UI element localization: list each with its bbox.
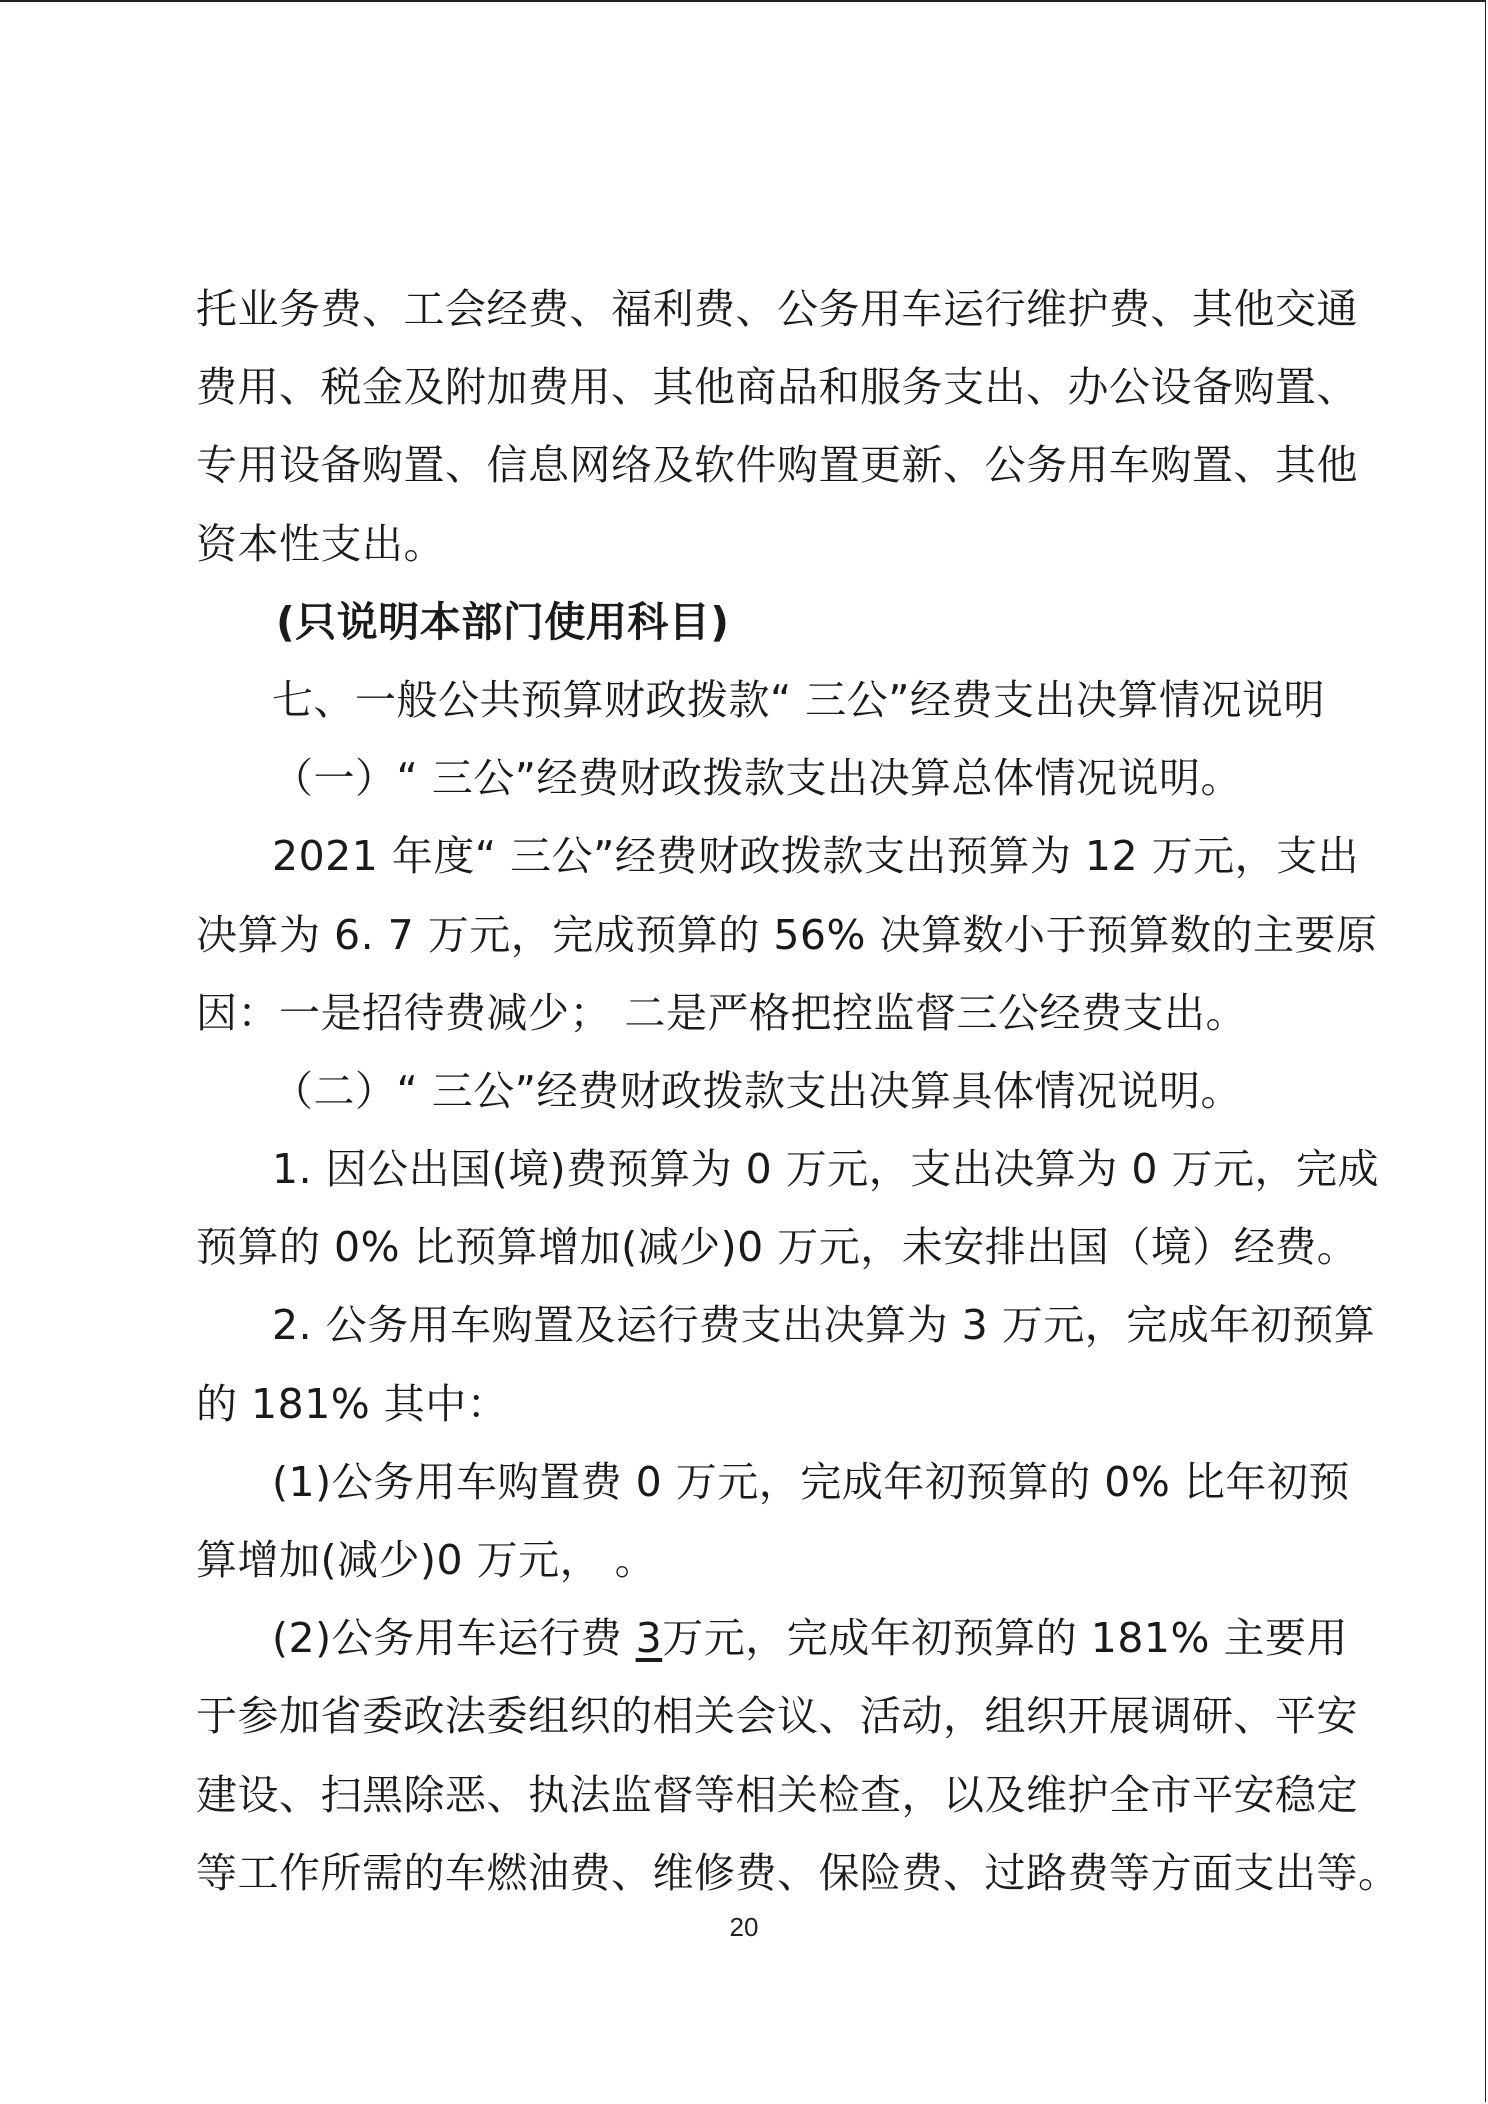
text-line: 于参加省委政法委组织的相关会议、活动，组织开展调研、平安 bbox=[196, 1692, 1358, 1741]
text-line: 2021 年度“ 三公”经费财政拨款支出预算为 12 万元，支出 bbox=[272, 832, 1360, 881]
text-line: (1)公务用车购置费 0 万元，完成年初预算的 0% 比年初预 bbox=[272, 1457, 1350, 1506]
text-line: 因：一是招待费减少； 二是严格把控监督三公经费支出。 bbox=[196, 988, 1248, 1037]
text-line: 算增加(减少)0 万元， 。 bbox=[196, 1536, 657, 1584]
text-line: 预算的 0% 比预算增加(减少)0 万元，未安排出国（境）经费。 bbox=[196, 1223, 1359, 1272]
text-segment: 万元，完成年初预算的 181% 主要用 bbox=[662, 1614, 1348, 1663]
page-number: 20 bbox=[729, 1912, 759, 1942]
paragraph-official-vehicles bbox=[196, 1286, 1376, 1442]
text-line: 专用设备购置、信息网络及软件购置更新、公务用车购置、其他 bbox=[196, 441, 1358, 490]
paragraph-vehicle-operation bbox=[196, 1599, 1400, 1912]
paragraph-expense-list bbox=[196, 270, 1358, 583]
text-line bbox=[196, 1599, 1348, 1677]
section-heading: 七、一般公共预算财政拨款“ 三公”经费支出决算情况说明 bbox=[272, 675, 1326, 724]
scope-note: (只说明本部门使用科目) bbox=[276, 597, 730, 646]
document-body bbox=[196, 270, 1400, 1912]
text-line: 1. 因公出国(境)费预算为 0 万元，支出决算为 0 万元，完成 bbox=[272, 1145, 1379, 1194]
paragraph-vehicle-purchase bbox=[196, 1443, 1350, 1599]
text-line: 的 181% 其中： bbox=[196, 1379, 509, 1428]
text-line: 等工作所需的车燃油费、维修费、保险费、过路费等方面支出等。 bbox=[196, 1848, 1400, 1897]
text-segment: (2)公务用车运行费 bbox=[272, 1614, 636, 1663]
paragraph-overseas-travel bbox=[196, 1130, 1379, 1286]
text-line: 建设、扫黑除恶、执法监督等相关检查，以及维护全市平安稳定 bbox=[196, 1770, 1358, 1819]
text-line: 2. 公务用车购置及运行费支出决算为 3 万元，完成年初预算 bbox=[272, 1301, 1376, 1350]
text-line: 托业务费、工会经费、福利费、公务用车运行维护费、其他交通 bbox=[196, 285, 1358, 333]
underlined-amount: 3 bbox=[635, 1614, 663, 1663]
text-line: 费用、税金及附加费用、其他商品和服务支出、办公设备购置、 bbox=[196, 363, 1358, 412]
subsection-heading: （二）“ 三公”经费财政拨款支出决算具体情况说明。 bbox=[272, 1066, 1243, 1115]
text-line: 资本性支出。 bbox=[196, 519, 445, 568]
paragraph-overall-summary bbox=[196, 817, 1378, 1052]
subsection-heading: （一）“ 三公”经费财政拨款支出决算总体情况说明。 bbox=[272, 754, 1243, 803]
text-line: 决算为 6. 7 万元，完成预算的 56% 决算数小于预算数的主要原 bbox=[196, 910, 1378, 959]
